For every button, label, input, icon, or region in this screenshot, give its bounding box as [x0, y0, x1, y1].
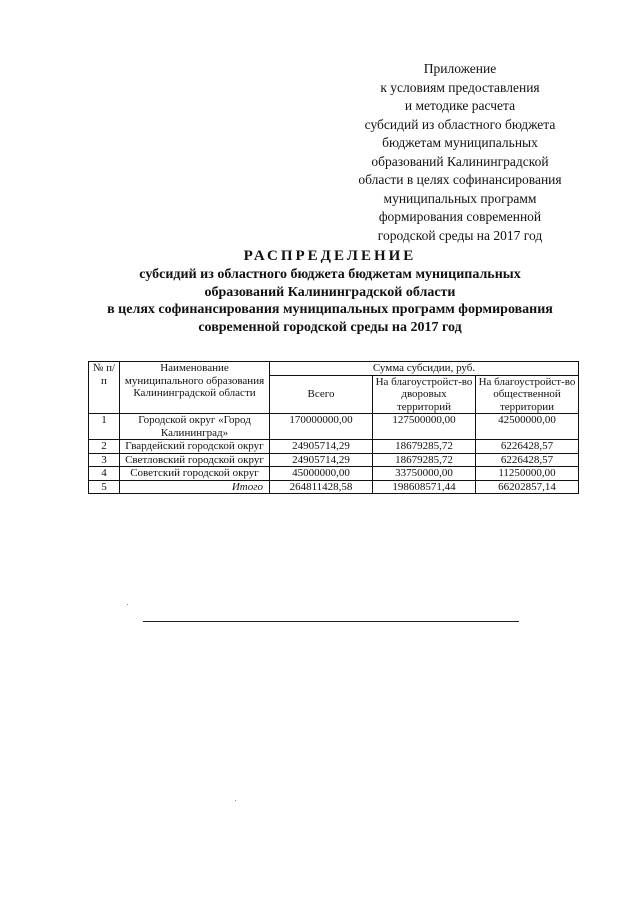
- cell-public: 6226428,57: [476, 453, 579, 467]
- cell-name: Советский городской округ: [120, 467, 270, 481]
- heading-line: субсидий из областного бюджета бюджетам муниципальных: [139, 267, 521, 282]
- appendix-line: области в целях софинансирования: [358, 172, 562, 187]
- cell-yards: 198608571,44: [373, 480, 476, 494]
- scan-speck: [235, 800, 236, 801]
- appendix-line: Приложение: [423, 61, 497, 76]
- appendix-line: муниципальных программ: [383, 190, 537, 206]
- cell-yards: 33750000,00: [373, 467, 476, 481]
- cell-total: 24905714,29: [270, 440, 373, 454]
- header-yards: На благоустройст-во дворовых территорий: [373, 375, 476, 414]
- cell-public: 6226428,57: [476, 440, 579, 454]
- cell-num: 4: [89, 467, 120, 481]
- appendix-line: субсидий из областного бюджета: [364, 116, 556, 132]
- heading-line: современной городской среды на 2017 год: [198, 319, 462, 335]
- table-row: [89, 414, 579, 440]
- cell-num: 3: [89, 453, 120, 467]
- table-total-row: [89, 480, 579, 494]
- cell-total: 264811428,58: [270, 480, 373, 494]
- cell-num: 5: [89, 480, 120, 494]
- appendix-line: бюджетам муниципальных: [382, 135, 538, 150]
- cell-yards: 127500000,00: [373, 414, 476, 440]
- header-public: На благоустройст-во общественной территории: [476, 375, 579, 414]
- cell-name: Гвардейский городской округ: [120, 440, 270, 454]
- subsidy-table: [88, 361, 579, 494]
- heading-line: образований Калининградской области: [204, 284, 456, 300]
- cell-yards: 18679285,72: [373, 440, 476, 454]
- cell-public: 11250000,00: [476, 467, 579, 481]
- header-name: Наименование муниципального образования Калининградской области: [120, 362, 270, 414]
- cell-total: 170000000,00: [270, 414, 373, 440]
- heading-line: в целях софинансирования муниципальных программ формирования: [107, 302, 553, 317]
- cell-num: 2: [89, 440, 120, 454]
- appendix-line: и методике расчета: [404, 98, 516, 113]
- header-num: № п/п: [89, 362, 120, 414]
- document-heading: [60, 246, 600, 336]
- table-row: [89, 467, 579, 481]
- appendix-block: [330, 60, 590, 245]
- cell-total: 24905714,29: [270, 453, 373, 467]
- table-header-row: [89, 362, 579, 376]
- cell-public: 42500000,00: [476, 414, 579, 440]
- cell-yards: 18679285,72: [373, 453, 476, 467]
- appendix-line: к условиям предоставления: [380, 79, 540, 95]
- cell-public: 66202857,14: [476, 480, 579, 494]
- cell-name: Светловский городской округ: [120, 453, 270, 467]
- closing-rule: [143, 621, 519, 622]
- cell-num: 1: [89, 414, 120, 440]
- header-total: Всего: [270, 375, 373, 414]
- appendix-line: формирования современной: [378, 209, 542, 224]
- cell-name: Городской округ «Город Калининград»: [120, 414, 270, 440]
- appendix-line: образований Калининградской: [371, 153, 549, 169]
- header-sum: Сумма субсидии, руб.: [270, 362, 579, 376]
- cell-name: Итого: [120, 480, 270, 494]
- table-row: [89, 440, 579, 454]
- scan-speck: [127, 604, 128, 605]
- document-title: РАСПРЕДЕЛЕНИЕ: [243, 248, 417, 264]
- cell-total: 45000000,00: [270, 467, 373, 481]
- table-row: [89, 453, 579, 467]
- appendix-line: городской среды на 2017 год: [377, 227, 543, 243]
